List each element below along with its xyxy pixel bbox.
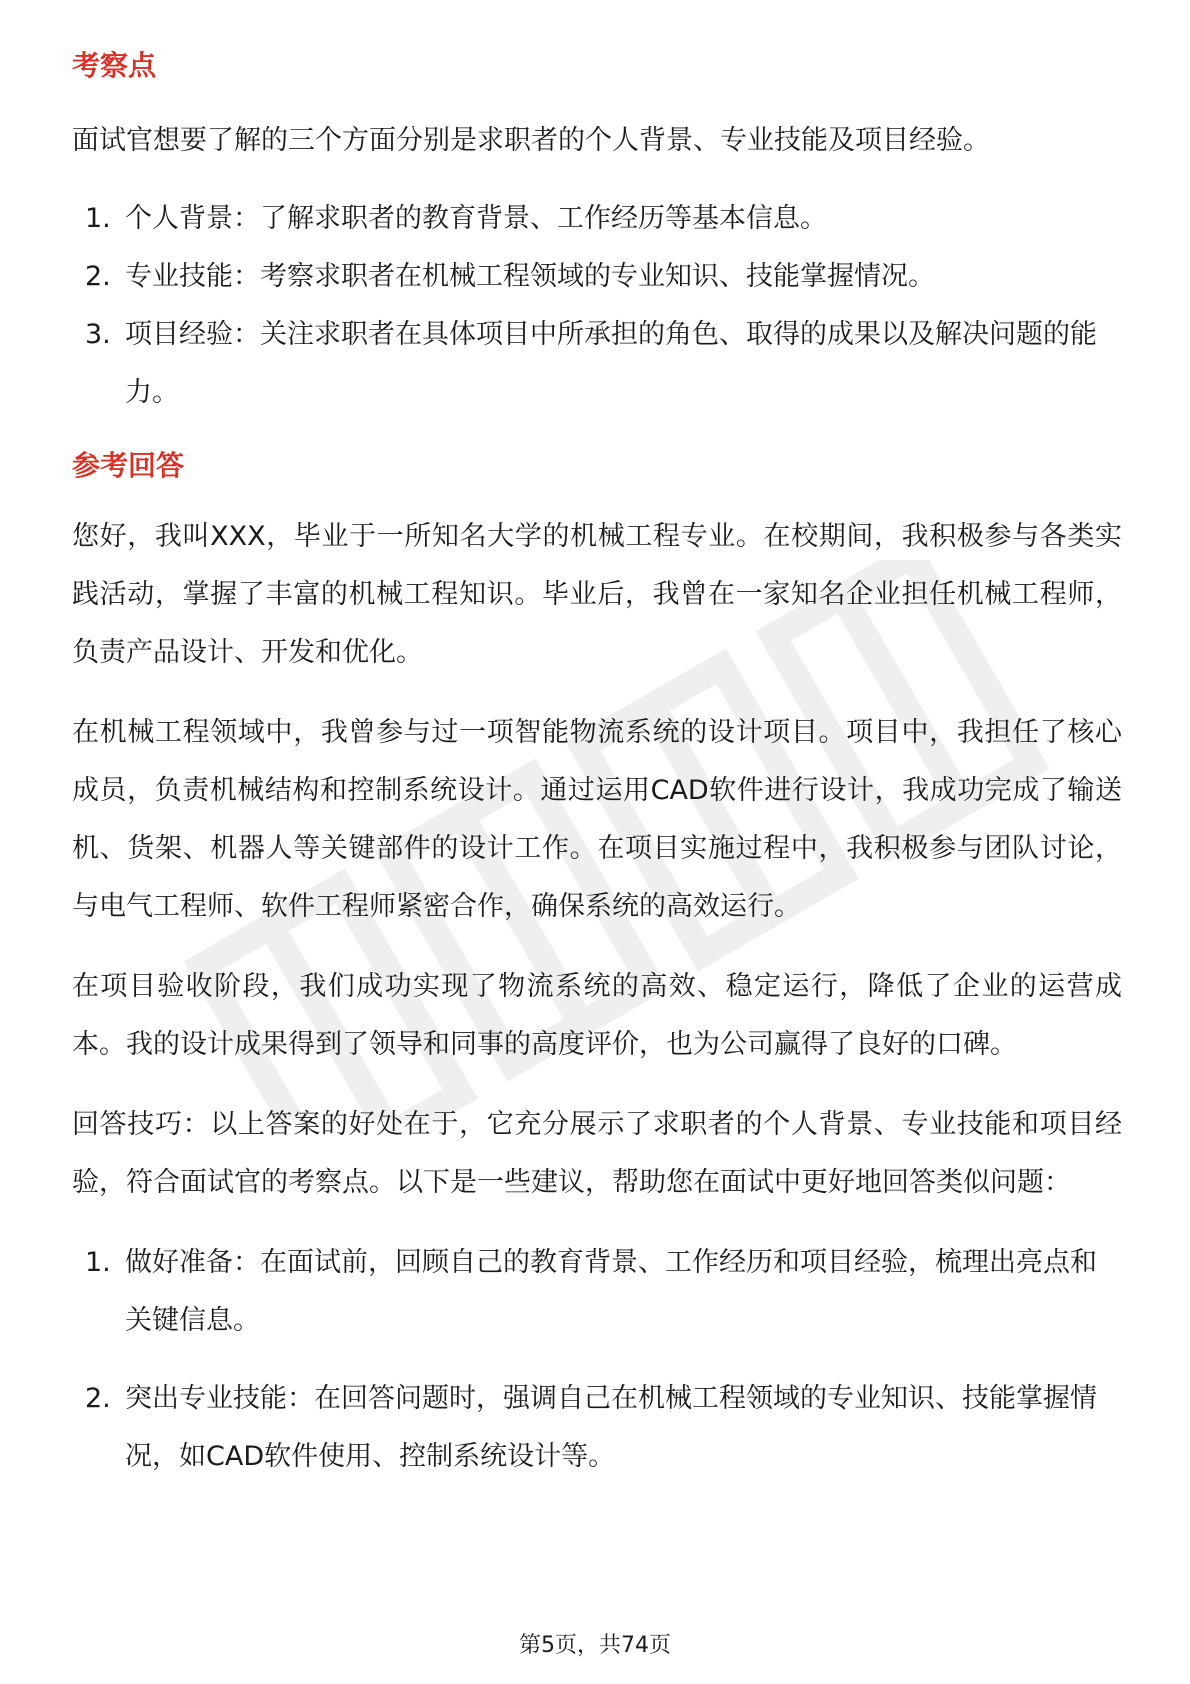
list-text: 做好准备：在面试前，回顾自己的教育背景、工作经历和项目经验，梳理出亮点和关键信息。: [125, 1247, 1097, 1336]
answer-paragraph: 您好，我叫XXX，毕业于一所知名大学的机械工程专业。在校期间，我积极参与各类实践活动，掌握了丰富的机械工程知识。毕业后，我曾在一家知名企业担任机械工程师，负责产品设计、开发和优化。: [72, 521, 1122, 668]
intro-paragraph: 面试官想要了解的三个方面分别是求职者的个人背景、专业技能及项目经验。: [72, 125, 990, 156]
list-item: [72, 248, 1122, 306]
list-number: 3.: [85, 319, 111, 350]
list-number: 1.: [85, 203, 111, 234]
list-number: 1.: [85, 1247, 111, 1278]
list-text: 项目经验：关注求职者在具体项目中所承担的角色、取得的成果以及解决问题的能力。: [125, 319, 1097, 408]
document-page: [72, 46, 1122, 1486]
list-number: 2.: [85, 261, 111, 292]
list-item: [72, 1370, 1122, 1486]
tips-list: [72, 1234, 1122, 1486]
answer-paragraph: 在项目验收阶段，我们成功实现了物流系统的高效、稳定运行，降低了企业的运营成本。我的设计成果得到了领导和同事的高度评价，也为公司赢得了良好的口碑。: [72, 971, 1122, 1060]
list-number: 2.: [85, 1383, 111, 1414]
exam-points-list: [72, 190, 1122, 422]
page-footer: 第5页，共74页: [519, 1633, 671, 1658]
list-text: 专业技能：考察求职者在机械工程领域的专业知识、技能掌握情况。: [125, 261, 935, 292]
answer-paragraph: 在机械工程领域中，我曾参与过一项智能物流系统的设计项目。项目中，我担任了核心成员，负责机械结构和控制系统设计。通过运用CAD软件进行设计，我成功完成了输送机、货架、机器人等关键部件的设计工作。在项目实施过程中，我积极参与团队讨论，与电气工程师、软件工程师紧密合作，确保系统的高效运行。: [72, 717, 1122, 922]
list-item: [72, 306, 1122, 422]
list-text: 突出专业技能：在回答问题时，强调自己在机械工程领域的专业知识、技能掌握情况，如CAD软件使用、控制系统设计等。: [125, 1383, 1097, 1472]
list-text: 个人背景：了解求职者的教育背景、工作经历等基本信息。: [125, 203, 827, 234]
section-heading-reference-answer: 参考回答: [72, 449, 185, 482]
tips-paragraph: 回答技巧：以上答案的好处在于，它充分展示了求职者的个人背景、专业技能和项目经验，符合面试官的考察点。以下是一些建议，帮助您在面试中更好地回答类似问题：: [72, 1109, 1122, 1198]
section-heading-exam-points: 考察点: [72, 49, 157, 82]
list-item: [72, 190, 1122, 248]
list-item: [72, 1234, 1122, 1350]
